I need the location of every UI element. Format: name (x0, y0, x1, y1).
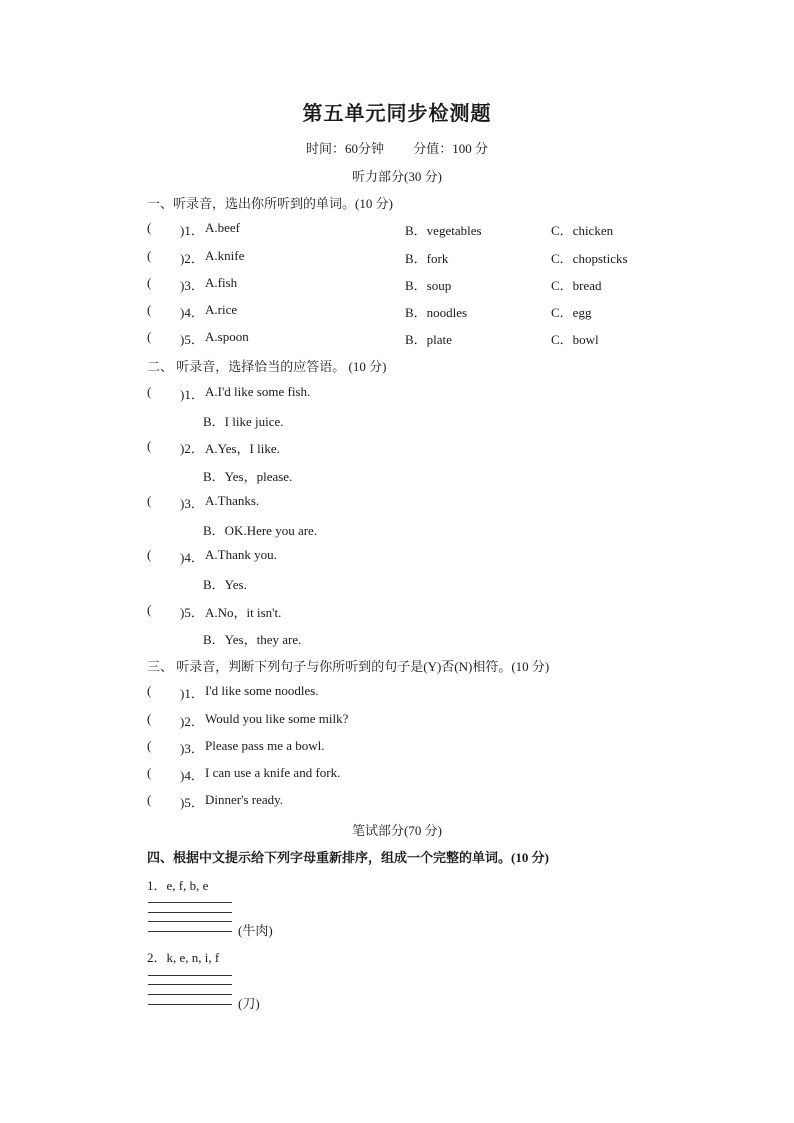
question-number: )2． (180, 714, 204, 729)
question-number: )4． (180, 550, 204, 565)
page-title: 第五单元同步检测题 (302, 101, 492, 125)
option-b: B．plate (405, 332, 452, 347)
statement: I'd like some noodles. (205, 683, 319, 698)
option-a: A.beef (205, 220, 241, 235)
question-number: )1． (180, 223, 204, 238)
answer-paren[interactable]: ( (147, 602, 152, 617)
answer-line[interactable] (148, 921, 232, 922)
option-b: B．vegetables (405, 223, 482, 238)
option-a: A.Yes，I like. (205, 441, 280, 456)
option-b: B．noodles (405, 305, 468, 320)
answer-line[interactable] (148, 912, 232, 913)
answer-paren[interactable]: ( (147, 792, 152, 807)
chinese-hint: (刀) (238, 996, 260, 1011)
option-c: C．bowl (551, 332, 599, 347)
answer-paren[interactable]: ( (147, 711, 152, 726)
answer-paren[interactable]: ( (147, 384, 152, 399)
answer-line[interactable] (148, 931, 232, 932)
answer-paren[interactable]: ( (147, 302, 152, 317)
exam-time: 时间：60分钟 (305, 141, 384, 156)
question-number: )4． (180, 305, 204, 320)
question-number: )5． (180, 795, 204, 810)
question-number: )3． (180, 496, 204, 511)
answer-paren[interactable]: ( (147, 547, 152, 562)
section1-heading: 一、听录音，选出你所听到的单词。(10 分) (147, 196, 393, 211)
option-a: A.Thank you. (205, 547, 277, 562)
question-number: )2． (180, 251, 204, 266)
statement: I can use a knife and fork. (205, 765, 341, 780)
answer-line[interactable] (148, 902, 232, 903)
exam-meta (0, 138, 794, 157)
chinese-hint: (牛肉) (238, 923, 273, 938)
option-a: A.No，it isn't. (205, 605, 282, 620)
answer-line[interactable] (148, 984, 232, 985)
option-a: A.fish (205, 275, 238, 290)
option-c: C．bread (551, 278, 602, 293)
option-b: B．soup (405, 278, 452, 293)
question-number: )1． (180, 387, 204, 402)
section4-heading: 四、根据中文提示给下列字母重新排序，组成一个完整的单词。(10 分) (147, 850, 549, 865)
option-b: B．Yes. (203, 577, 247, 592)
scrambled-letters: 1．e, f, b, e (147, 878, 209, 893)
answer-paren[interactable]: ( (147, 220, 152, 235)
answer-paren[interactable]: ( (147, 248, 152, 263)
statement: Please pass me a bowl. (205, 738, 325, 753)
question-number: )3． (180, 741, 204, 756)
option-b: B．fork (405, 251, 449, 266)
option-b: B．I like juice. (203, 414, 284, 429)
option-b: B．Yes，please. (203, 469, 293, 484)
section2-heading: 二、 听录音，选择恰当的应答语。 (10 分) (147, 359, 387, 374)
question-number: )2． (180, 441, 204, 456)
answer-line[interactable] (148, 1004, 232, 1005)
question-number: )1． (180, 686, 204, 701)
option-a: A.rice (205, 302, 238, 317)
option-c: C．egg (551, 305, 592, 320)
option-b: B．Yes，they are. (203, 632, 302, 647)
option-a: A.spoon (205, 329, 249, 344)
option-c: C．chopsticks (551, 251, 628, 266)
answer-paren[interactable]: ( (147, 683, 152, 698)
answer-line[interactable] (148, 994, 232, 995)
option-c: C．chicken (551, 223, 614, 238)
answer-paren[interactable]: ( (147, 275, 152, 290)
option-b: B．OK.Here you are. (203, 523, 318, 538)
answer-paren[interactable]: ( (147, 493, 152, 508)
question-number: )5． (180, 332, 204, 347)
answer-paren[interactable]: ( (147, 329, 152, 344)
answer-line[interactable] (148, 975, 232, 976)
scrambled-letters: 2．k, e, n, i, f (147, 950, 220, 965)
answer-paren[interactable]: ( (147, 438, 152, 453)
exam-score: 分值：100 分 (413, 141, 489, 156)
question-number: )3． (180, 278, 204, 293)
option-a: A.Thanks. (205, 493, 260, 508)
statement: Dinner's ready. (205, 792, 284, 807)
answer-paren[interactable]: ( (147, 765, 152, 780)
option-a: A.I'd like some fish. (205, 384, 311, 399)
question-number: )4． (180, 768, 204, 783)
option-a: A.knife (205, 248, 245, 263)
statement: Would you like some milk? (205, 711, 349, 726)
answer-paren[interactable]: ( (147, 738, 152, 753)
section3-heading: 三、 听录音，判断下列句子与你所听到的句子是(Y)否(N)相符。(10 分) (147, 659, 550, 674)
listening-part-heading: 听力部分(30 分) (352, 169, 442, 184)
question-number: )5． (180, 605, 204, 620)
writing-part-heading: 笔试部分(70 分) (352, 823, 442, 838)
